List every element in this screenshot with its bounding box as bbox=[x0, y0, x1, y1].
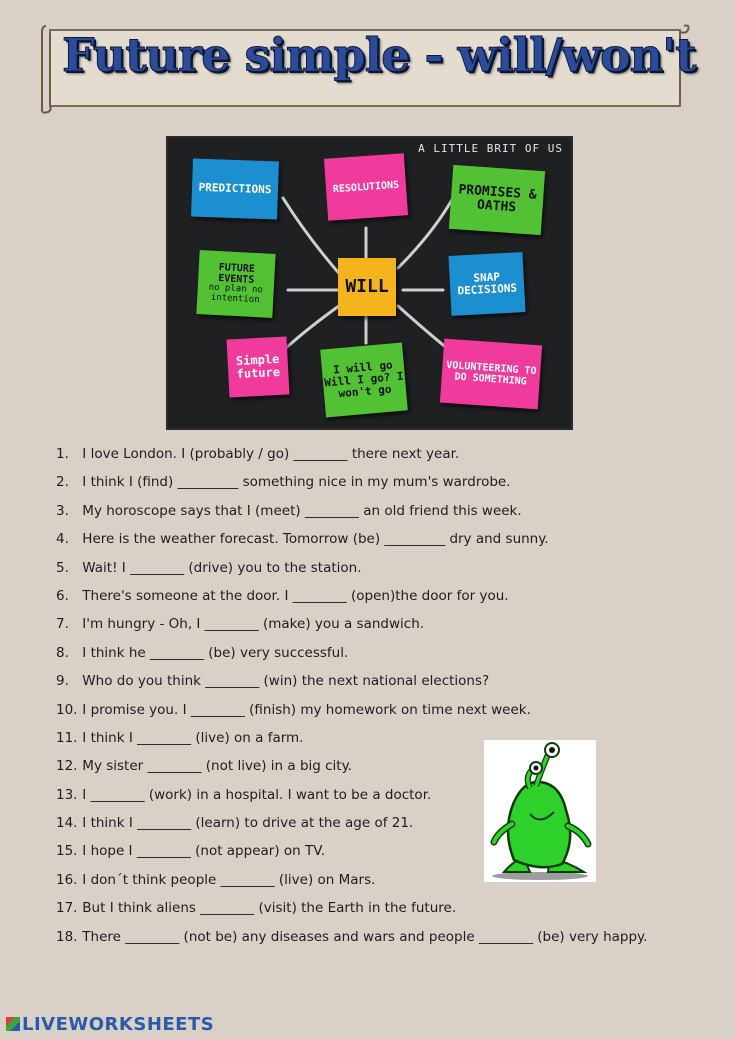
exercise-item bbox=[56, 784, 696, 812]
note-simple-future: Simple future bbox=[227, 336, 290, 397]
item-number: 14. bbox=[56, 815, 78, 832]
footer-brand-text: LIVEWORKSHEETS bbox=[22, 1014, 215, 1035]
exercise-item bbox=[56, 613, 696, 641]
alien-icon bbox=[484, 740, 596, 882]
note-examples: I will go Will I go? I won't go bbox=[320, 343, 408, 418]
arrow-simple-future bbox=[286, 303, 343, 348]
exercise-item bbox=[56, 528, 696, 556]
item-number: 8. bbox=[56, 644, 69, 661]
exercise-item bbox=[56, 471, 696, 499]
note-predictions: PREDICTIONS bbox=[191, 159, 279, 220]
item-text: There ________ (not be) any diseases and wars and people ________ (be) very happy. bbox=[82, 928, 648, 945]
exercise-item bbox=[56, 443, 696, 471]
item-text: But I think aliens ________ (visit) the Earth in the future. bbox=[82, 900, 457, 917]
item-number: 17. bbox=[56, 900, 78, 917]
item-text: Who do you think ________ (win) the next national elections? bbox=[82, 673, 490, 690]
will-mindmap bbox=[166, 136, 573, 430]
item-text: I don´t think people ________ (live) on Mars. bbox=[82, 871, 376, 888]
exercise-item bbox=[56, 755, 696, 783]
item-text: I think I ________ (live) on a farm. bbox=[82, 729, 304, 746]
note-volunteering: VOLUNTEERING TO DO SOMETHING bbox=[440, 339, 542, 410]
exercise-item bbox=[56, 926, 696, 954]
item-text: I hope I ________ (not appear) on TV. bbox=[82, 843, 326, 860]
item-number: 13. bbox=[56, 786, 78, 803]
item-number: 3. bbox=[56, 502, 69, 519]
item-number: 11. bbox=[56, 729, 78, 746]
item-number: 9. bbox=[56, 673, 69, 690]
note-snap-decisions: SNAP DECISIONS bbox=[448, 252, 525, 316]
item-text: My horoscope says that I (meet) ________ an old friend this week. bbox=[82, 502, 522, 519]
note-promises: PROMISES & OATHS bbox=[449, 165, 545, 235]
exercise-item bbox=[56, 557, 696, 585]
item-number: 5. bbox=[56, 559, 69, 576]
alien-picture bbox=[484, 740, 596, 882]
note-future-events: FUTURE EVENTS no plan no intention bbox=[196, 250, 275, 318]
exercise-list bbox=[56, 443, 696, 954]
exercise-item bbox=[56, 500, 696, 528]
exercise-item bbox=[56, 670, 696, 698]
item-number: 7. bbox=[56, 616, 69, 633]
exercise-item bbox=[56, 727, 696, 755]
item-number: 1. bbox=[56, 446, 69, 462]
mindmap-watermark: A LITTLE BRIT OF US bbox=[418, 142, 563, 155]
exercise-item bbox=[56, 897, 696, 925]
item-text: I think I (find) _________ something nice in my mum's wardrobe. bbox=[82, 474, 511, 491]
exercise-item bbox=[56, 642, 696, 670]
item-number: 6. bbox=[56, 587, 69, 604]
item-number: 18. bbox=[56, 928, 78, 945]
item-text: My sister ________ (not live) in a big city. bbox=[82, 758, 352, 775]
exercise-item bbox=[56, 869, 696, 897]
item-text: I'm hungry - Oh, I ________ (make) you a sandwich. bbox=[82, 616, 425, 633]
page-title: Future simple - will/won't bbox=[62, 28, 696, 82]
item-text: I promise you. I ________ (finish) my homework on time next week. bbox=[82, 701, 531, 718]
item-text: Wait! I ________ (drive) you to the station. bbox=[82, 559, 362, 576]
item-number: 10. bbox=[56, 701, 78, 718]
item-number: 16. bbox=[56, 871, 78, 888]
note-resolutions: RESOLUTIONS bbox=[324, 153, 408, 220]
item-number: 2. bbox=[56, 474, 69, 491]
item-text: I think he ________ (be) very successful. bbox=[82, 644, 349, 661]
footer-brand bbox=[6, 1014, 214, 1035]
item-number: 12. bbox=[56, 758, 78, 775]
liveworksheets-logo-icon bbox=[6, 1017, 20, 1031]
exercise-item bbox=[56, 585, 696, 613]
exercise-item bbox=[56, 840, 696, 868]
item-text: I love London. I (probably / go) ________ there next year. bbox=[82, 446, 460, 462]
exercise-item bbox=[56, 699, 696, 727]
item-text: I ________ (work) in a hospital. I want to be a doctor. bbox=[82, 786, 432, 803]
item-text: I think I ________ (learn) to drive at the age of 21. bbox=[82, 815, 414, 832]
note-will: WILL bbox=[338, 258, 396, 316]
item-text: Here is the weather forecast. Tomorrow (be) _________ dry and sunny. bbox=[82, 531, 549, 548]
item-text: There's someone at the door. I ________ (open)the door for you. bbox=[82, 587, 509, 604]
item-number: 15. bbox=[56, 843, 78, 860]
exercise-item bbox=[56, 812, 696, 840]
item-number: 4. bbox=[56, 531, 69, 548]
